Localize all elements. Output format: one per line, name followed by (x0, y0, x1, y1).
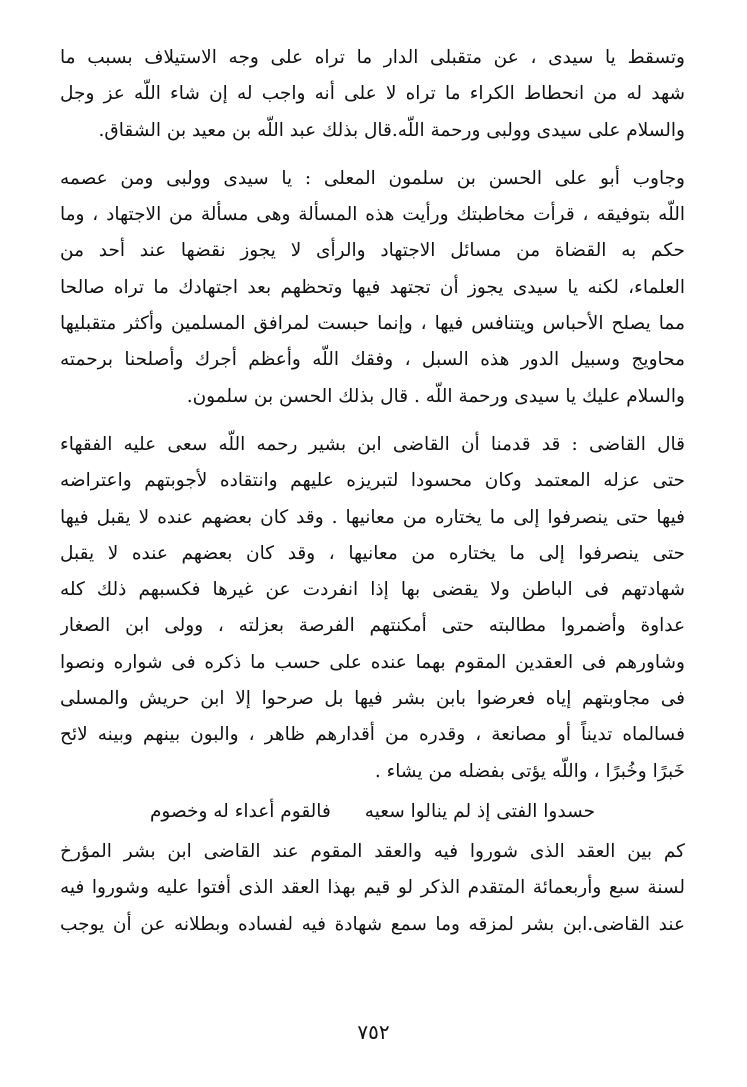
text-line: اللّه بتوفيقه ، قرأت مخاطبتك ورأيت هذه المسألة وهى مسألة من الاجتهاد ، وما (60, 204, 685, 226)
text-line: فسالماه تديناً أو مصانعة ، وقدره من أقدارهم ظاهر ، والبون بينهم وبينه لائح (60, 724, 685, 746)
page-body (60, 40, 685, 943)
text-line: والسلام على سيدى وولبى ورحمة اللّه.قال بذلك عبد اللّه بن معيد بن الشقاق. (98, 119, 685, 141)
text-line: وتسقط يا سيدى ، عن متقبلى الدار ما تراه على وجه الاستيلاف بسبب ما (60, 47, 685, 68)
paragraph-gap (60, 415, 685, 427)
text-line: والسلام عليك يا سيدى ورحمة اللّه . قال بذلك الحسن بن سلمون. (186, 385, 685, 407)
text-line: عند القاضى.ابن بشر لمزقه وما سمع شهادة فيه لفساده وبطلانه عن أن يوجب (60, 913, 685, 935)
text-line: وجاوب أبو على الحسن بن سلمون المعلى : يا سيدى وولبى ومن عصمه (60, 167, 685, 189)
poem-second-hemistich: فالقوم أعداء له وخصوم (149, 800, 331, 822)
text-line: لسنة سبع وأربعمائة المتقدم الذكر لو قيم بهذا العقد الذى أفتوا عليه وشوروا فيه (60, 877, 685, 899)
paragraph-1 (60, 40, 685, 149)
paragraph-3 (60, 427, 685, 790)
paragraph-4 (60, 834, 685, 943)
poem-verse (60, 790, 685, 834)
text-line: وشاورهم فى العقدين المقوم بهما عنده على حسب ما ذكره فى شواره ونصوا (60, 651, 685, 673)
paragraph-2 (60, 161, 685, 415)
text-line: فى مجاوبتهم إياه فعرضوا بابن بشر فيها بل صرحوا إلا ابن حريش والمسلى (60, 688, 685, 710)
text-line: شهادتهم فى الباطن ولا يقضى بها إذا انفردت عن غيرها فكسبهم ذلك كله (60, 579, 685, 601)
text-line: حتى عزله المعتمد وكان محسودا لتبريزه عليهم وانتقاده لأجوبتهم واعتراضه (60, 470, 685, 492)
text-line: فيها حتى ينصرفوا إلى ما يختاره من معانيها . وقد كان بعضهم عنده لا يقبل فيها (60, 506, 685, 528)
text-line: حكم به القضاة من مسائل الاجتهاد والرأى لا يجوز نقضها عند أحد من (60, 240, 685, 262)
text-line: شهد له من انحطاط الكراء ما تراه لا على أنه واجب له إن شاء اللّه عز وجل (60, 83, 685, 105)
text-line: خَبرًا وخُبرًا ، واللّه يؤتى بفضله من يشاء . (374, 760, 685, 782)
page-number: ٧٥٢ (357, 1020, 390, 1044)
poem-first-hemistich: حسدوا الفتى إذ لم ينالوا سعيه (364, 800, 596, 822)
text-line: مما يصلح الأحباس ويتنافس فيها ، وإنما حبست لمرافق المسلمين وأكثر متقبليها (60, 313, 685, 335)
text-line: كم بين العقد الذى شوروا فيه والعقد المقوم عند القاضى ابن بشر المؤرخ (60, 840, 685, 862)
paragraph-gap (60, 149, 685, 161)
text-line: العلماء، لكنه يا سيدى يجوز أن تجتهد فيها وتحظهم بعد اجتهادك ما تراه صالحا (60, 276, 685, 298)
text-line: عداوة وأضمروا مطالبته حتى أمكنتهم الفرصة بعزلته ، وولى ابن الصغار (60, 615, 685, 637)
text-line: محاويج وسبيل الدور هذه السبل ، وفقك اللّه وأعظم أجرك وأصلحنا برحمته (60, 349, 685, 371)
text-line: قال القاضى : قد قدمنا أن القاضى ابن بشير رحمه اللّه سعى عليه الفقهاء (60, 433, 685, 455)
text-line: حتى ينصرفوا إلى ما يختاره من معانيها ، وقد كان بعضهم عنده لا يقبل (60, 542, 685, 564)
